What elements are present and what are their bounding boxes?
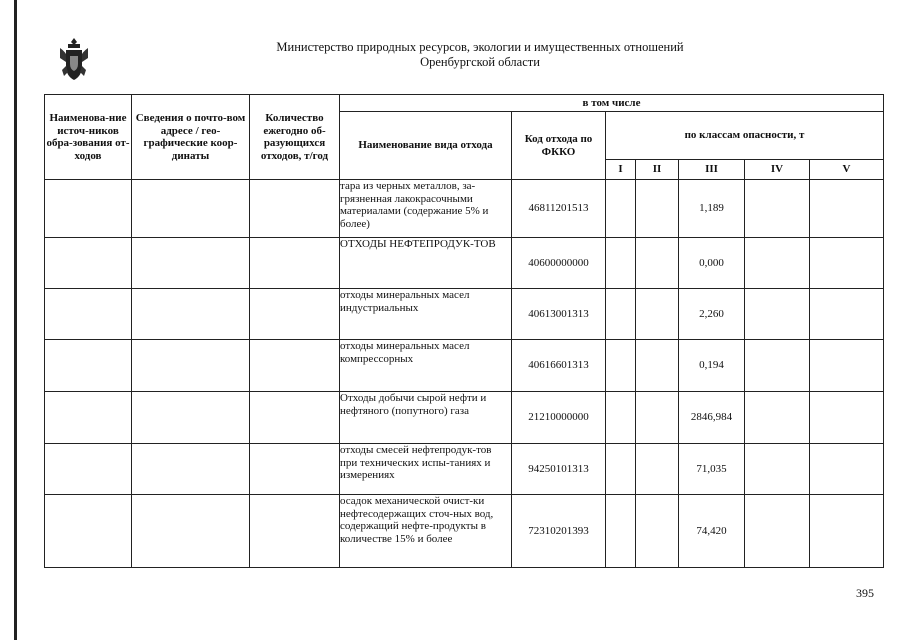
waste-code: 72310201393 [512, 495, 606, 568]
class-iii-value: 1,189 [679, 180, 745, 238]
table-row [45, 238, 884, 289]
page-binding-line [14, 0, 17, 640]
waste-name: тара из черных металлов, за-грязненная лакокрасочными материалами (содержание 5% и более) [340, 180, 512, 238]
waste-name: отходы минеральных масел индустриальных [340, 289, 512, 340]
class-iii-value: 0,000 [679, 238, 745, 289]
waste-code: 40600000000 [512, 238, 606, 289]
region-name: Оренбургской области [420, 55, 540, 69]
waste-name: Отходы добычи сырой нефти и нефтяного (попутного) газа [340, 392, 512, 444]
class-iii-value: 71,035 [679, 444, 745, 495]
coat-of-arms-icon [56, 36, 92, 82]
header-waste-name: Наименование вида отхода [340, 112, 512, 180]
class-iii-value: 0,194 [679, 340, 745, 392]
document-header [200, 40, 760, 70]
table-row [45, 289, 884, 340]
header-class-iv: IV [745, 160, 810, 180]
header-including: в том числе [340, 95, 884, 112]
ministry-name: Министерство природных ресурсов, экологии и имущественных отношений [276, 40, 684, 54]
table-row [45, 180, 884, 238]
header-code: Код отхода по ФККО [512, 112, 606, 180]
table-row [45, 495, 884, 568]
class-iii-value: 74,420 [679, 495, 745, 568]
class-iii-value: 2,260 [679, 289, 745, 340]
waste-code: 40613001313 [512, 289, 606, 340]
waste-name: отходы смесей нефтепродук-тов при технических испы-таниях и измерениях [340, 444, 512, 495]
header-class-i: I [606, 160, 636, 180]
waste-code: 40616601313 [512, 340, 606, 392]
header-address: Сведения о почто-вом адресе / гео-графические коор-динаты [132, 95, 250, 180]
waste-code: 21210000000 [512, 392, 606, 444]
header-class-v: V [810, 160, 884, 180]
header-class-iii: III [679, 160, 745, 180]
header-source: Наименова-ние источ-ников обра-зования от-ходов [45, 95, 132, 180]
waste-table [44, 94, 884, 568]
table-row [45, 340, 884, 392]
header-class-ii: II [636, 160, 679, 180]
waste-name: отходы минеральных масел компрессорных [340, 340, 512, 392]
waste-code: 46811201513 [512, 180, 606, 238]
waste-code: 94250101313 [512, 444, 606, 495]
page-number: 395 [856, 586, 874, 600]
table-row [45, 444, 884, 495]
table-row [45, 392, 884, 444]
class-iii-value: 2846,984 [679, 392, 745, 444]
header-hazard-classes: по классам опасности, т [606, 112, 884, 160]
waste-name: осадок механической очист-ки нефтесодержащих сточ-ных вод, содержащий нефте-продукты в количестве 15% и более [340, 495, 512, 568]
waste-name: ОТХОДЫ НЕФТЕПРОДУК-ТОВ [340, 238, 512, 289]
header-quantity: Количество ежегодно об-разующихся отходов, т/год [250, 95, 340, 180]
